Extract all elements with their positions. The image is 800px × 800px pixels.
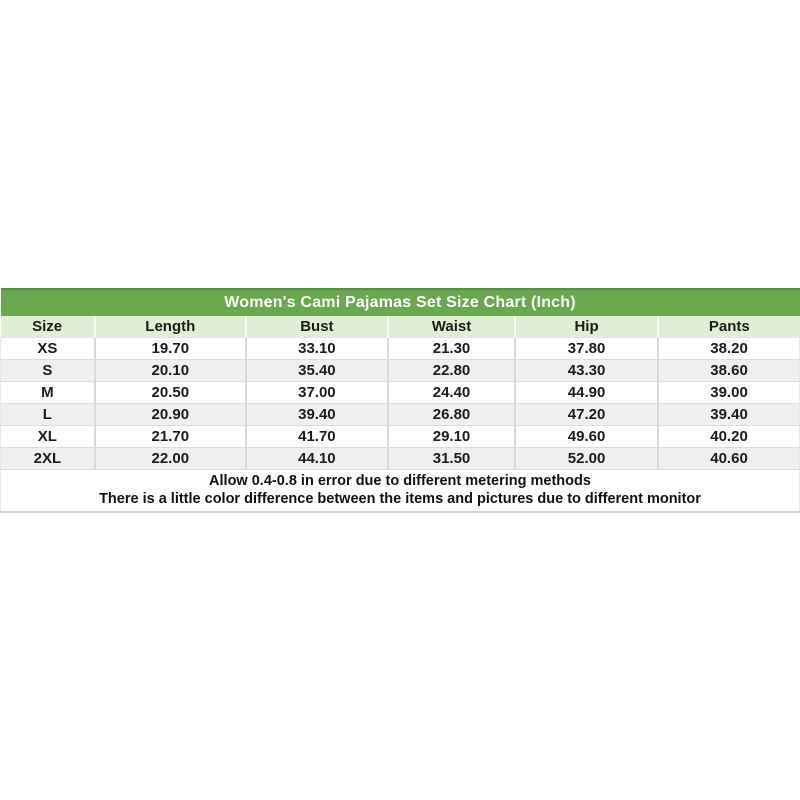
cell-length: 19.70 <box>95 337 246 359</box>
table-title: Women's Cami Pajamas Set Size Chart (Inch) <box>1 289 800 316</box>
cell-length: 20.10 <box>95 359 246 381</box>
cell-waist: 21.30 <box>388 337 515 359</box>
cell-length: 20.90 <box>95 403 246 425</box>
cell-bust: 37.00 <box>246 381 388 403</box>
table-row-m <box>1 381 800 403</box>
notes-cell <box>1 469 800 512</box>
cell-waist: 31.50 <box>388 447 515 469</box>
cell-size: 2XL <box>1 447 95 469</box>
column-header-bust: Bust <box>246 316 388 338</box>
table-row-xl <box>1 425 800 447</box>
table-row-xs <box>1 337 800 359</box>
cell-size: XL <box>1 425 95 447</box>
column-header-hip: Hip <box>515 316 658 338</box>
cell-size: S <box>1 359 95 381</box>
cell-waist: 26.80 <box>388 403 515 425</box>
column-header-waist: Waist <box>388 316 515 338</box>
cell-hip: 47.20 <box>515 403 658 425</box>
table-row-2xl <box>1 447 800 469</box>
cell-waist: 22.80 <box>388 359 515 381</box>
cell-hip: 43.30 <box>515 359 658 381</box>
cell-length: 20.50 <box>95 381 246 403</box>
cell-pants: 40.20 <box>658 425 799 447</box>
column-header-pants: Pants <box>658 316 799 338</box>
cell-hip: 44.90 <box>515 381 658 403</box>
cell-bust: 44.10 <box>246 447 388 469</box>
cell-size: L <box>1 403 95 425</box>
cell-pants: 38.20 <box>658 337 799 359</box>
column-header-row <box>1 316 800 338</box>
cell-pants: 39.40 <box>658 403 799 425</box>
cell-bust: 41.70 <box>246 425 388 447</box>
note-color-difference: There is a little color difference between the items and pictures due to different monitor <box>99 490 701 507</box>
cell-length: 22.00 <box>95 447 246 469</box>
note-metering-error: Allow 0.4-0.8 in error due to different metering methods <box>209 472 591 489</box>
title-row <box>1 289 800 316</box>
cell-hip: 49.60 <box>515 425 658 447</box>
column-header-size: Size <box>1 316 95 338</box>
cell-size: M <box>1 381 95 403</box>
column-header-length: Length <box>95 316 246 338</box>
cell-size: XS <box>1 337 95 359</box>
cell-hip: 37.80 <box>515 337 658 359</box>
cell-waist: 29.10 <box>388 425 515 447</box>
table-row-l <box>1 403 800 425</box>
cell-bust: 33.10 <box>246 337 388 359</box>
cell-bust: 39.40 <box>246 403 388 425</box>
cell-pants: 40.60 <box>658 447 799 469</box>
cell-length: 21.70 <box>95 425 246 447</box>
cell-waist: 24.40 <box>388 381 515 403</box>
cell-pants: 39.00 <box>658 381 799 403</box>
cell-bust: 35.40 <box>246 359 388 381</box>
cell-hip: 52.00 <box>515 447 658 469</box>
size-chart-table <box>0 288 800 513</box>
notes-row <box>1 469 800 512</box>
cell-pants: 38.60 <box>658 359 799 381</box>
table-row-s <box>1 359 800 381</box>
